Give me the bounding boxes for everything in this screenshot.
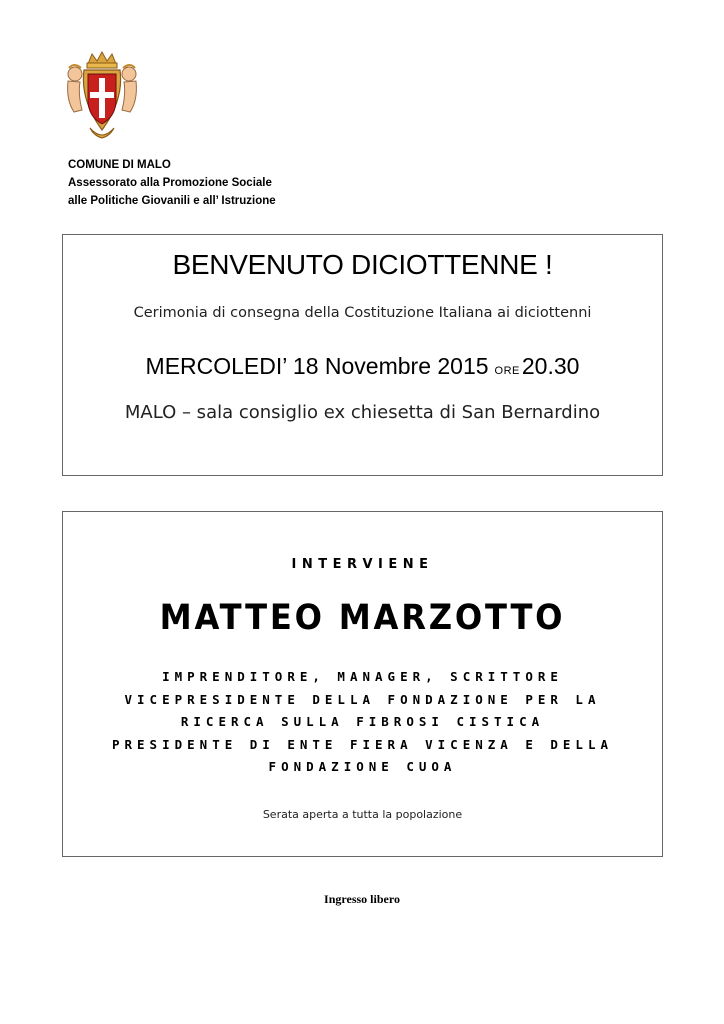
speaker-roles [63,666,662,779]
org-line: Assessorato alla Promozione Sociale [68,177,272,189]
organization-header [68,156,276,210]
entry-note: Ingresso libero [324,892,400,906]
event-time: 20.30 [521,353,580,379]
event-subtitle: Cerimonia di consegna della Costituzione Italiana ai diciottenni [133,305,592,321]
speaker-role-line: FONDAZIONE CUOA [268,759,457,774]
org-line: COMUNE DI MALO [68,159,171,171]
event-title: BENVENUTO DICIOTTENNE ! [172,249,553,280]
municipal-crest-logo [62,50,142,146]
audience-note: Serata aperta a tutta la popolazione [262,808,463,821]
speaker-name: MATTEO MARZOTTO [159,598,566,638]
org-line: alle Politiche Giovanili e all’ Istruzione [68,195,276,207]
event-time-prefix: ORE [494,365,520,377]
speaker-role-line: IMPRENDITORE, MANAGER, SCRITTORE [162,669,563,684]
speaker-box [62,511,663,857]
event-datetime [63,353,662,380]
speaker-intro: INTERVIENE [291,557,434,572]
event-place: MALO – sala consiglio ex chiesetta di San Bernardino [124,402,601,423]
event-date: MERCOLEDI’ 18 Novembre 2015 [145,353,489,379]
speaker-role-line: RICERCA SULLA FIBROSI CISTICA [180,714,545,729]
speaker-role-line: VICEPRESIDENTE DELLA FONDAZIONE PER LA [124,691,601,707]
event-info-box [62,234,663,476]
speaker-role-line: PRESIDENTE DI ENTE FIERA VICENZA E DELLA [111,736,614,752]
